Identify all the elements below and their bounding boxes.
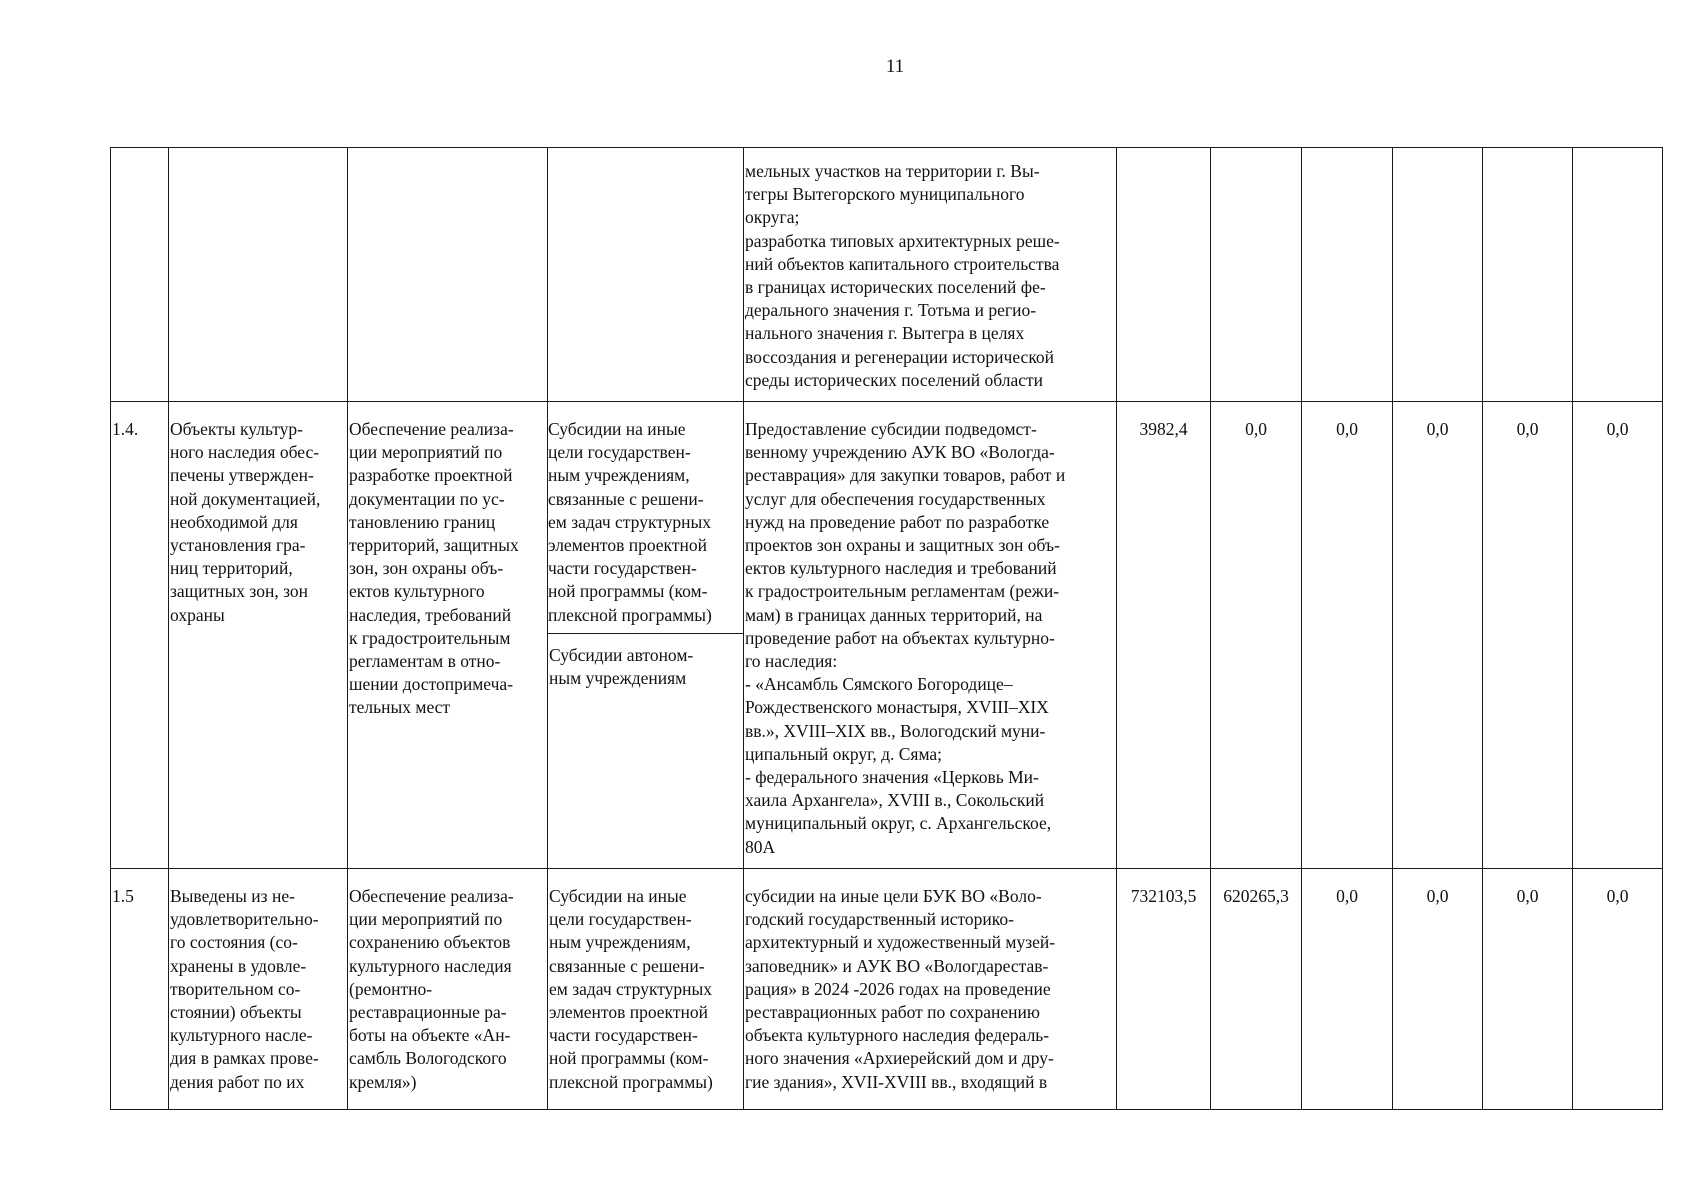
result-text xyxy=(170,885,347,1094)
text-line: субсидии на иные цели БУК ВО «Воло- xyxy=(745,886,1042,906)
cell-value-5 xyxy=(1483,148,1573,402)
text-line: защитных зон, зон xyxy=(170,581,309,602)
text-line: ной программы (ком- xyxy=(549,1048,709,1069)
text-line: регламентам в отно- xyxy=(349,651,501,672)
text-line: Обеспечение реализа- xyxy=(349,886,514,906)
cell-description xyxy=(744,402,1117,869)
text-line: культурного наследия xyxy=(349,955,512,976)
cell-value-6: 0,0 xyxy=(1573,402,1663,869)
text-line: дия в рамках прове- xyxy=(170,1048,319,1069)
text-line: элементов проектной xyxy=(549,1002,708,1023)
cell-value-2: 0,0 xyxy=(1211,402,1302,869)
text-line: ниц территорий, xyxy=(170,558,293,579)
text-line: печены утвержден- xyxy=(170,465,314,486)
text-line: ции мероприятий по xyxy=(349,442,503,463)
cell-result xyxy=(169,402,348,869)
program-table xyxy=(110,147,1663,1110)
text-line: ем задач структурных xyxy=(549,978,713,999)
text-line: территорий, защитных xyxy=(349,535,519,556)
text-line: дения работ по их xyxy=(170,1071,305,1092)
text-line: мам) в границах данных территорий, на xyxy=(745,604,1043,625)
measure-text xyxy=(349,885,547,1094)
text-line: связанные с решени- xyxy=(549,955,705,976)
text-line: годский государственный историко- xyxy=(745,909,1014,930)
cell-result xyxy=(169,148,348,402)
text-line: Субсидии автоном- xyxy=(549,644,694,665)
text-line: ного значения «Архиерейский дом и дру- xyxy=(745,1048,1054,1069)
text-line: венному учреждению АУК ВО «Вологда- xyxy=(745,442,1055,463)
text-line: хранены в удовле- xyxy=(170,955,307,976)
funding-subsidy-other xyxy=(548,418,744,634)
cell-result xyxy=(169,869,348,1110)
text-line: ектов культурного наследия и требований xyxy=(745,558,1057,579)
cell-funding xyxy=(548,869,744,1110)
result-text xyxy=(170,418,347,627)
text-line: - федерального значения «Церковь Ми- xyxy=(745,767,1039,788)
cell-measure xyxy=(348,402,548,869)
text-line: наследия, требований xyxy=(349,604,512,625)
text-line: необходимой для xyxy=(170,511,298,532)
cell-value-1 xyxy=(1117,148,1211,402)
cell-value-1: 732103,5 xyxy=(1117,869,1211,1110)
text-line: среды исторических поселений области xyxy=(745,369,1044,390)
text-line: Рождественского монастыря, XVIII–XIX xyxy=(745,697,1049,718)
cell-description xyxy=(744,869,1117,1110)
cell-index: 1.5 xyxy=(111,869,169,1110)
text-line: ектов культурного xyxy=(349,581,485,602)
text-line: тегры Вытегорского муниципального xyxy=(745,184,1025,205)
text-line: проектов зон охраны и защитных зон объ- xyxy=(745,535,1060,556)
text-line: ной программы (ком- xyxy=(548,581,708,602)
text-line: реставрационные ра- xyxy=(349,1002,507,1023)
text-line: тановлению границ xyxy=(349,511,496,532)
text-line: боты на объекте «Ан- xyxy=(349,1025,511,1046)
text-line: округа; xyxy=(745,207,800,228)
measure-text xyxy=(349,418,547,720)
cell-value-3: 0,0 xyxy=(1302,402,1393,869)
text-line: творительном со- xyxy=(170,978,301,999)
text-line: культурного насле- xyxy=(170,1025,313,1046)
table-row xyxy=(111,402,1663,869)
text-line: реставрационных работ по сохранению xyxy=(745,1002,1040,1023)
text-line: к градостроительным xyxy=(349,627,511,648)
text-line: мельных участков на территории г. Вы- xyxy=(745,161,1040,181)
text-line: ным учреждениям, xyxy=(548,465,690,486)
description-text xyxy=(745,885,1116,1094)
text-line: сохранению объектов xyxy=(349,932,511,953)
text-line: документации по ус- xyxy=(349,488,505,509)
cell-value-6: 0,0 xyxy=(1573,869,1663,1110)
text-line: связанные с решени- xyxy=(548,488,704,509)
table-row xyxy=(111,148,1663,402)
cell-funding xyxy=(548,148,744,402)
text-line: охраны xyxy=(170,604,225,625)
text-line: элементов проектной xyxy=(548,535,707,556)
cell-value-2 xyxy=(1211,148,1302,402)
text-line: ем задач структурных xyxy=(548,511,712,532)
cell-measure xyxy=(348,869,548,1110)
cell-value-4 xyxy=(1393,148,1483,402)
text-line: архитектурный и художественный музей- xyxy=(745,932,1056,953)
funding-subsidy-other xyxy=(549,885,743,1094)
cell-value-3: 0,0 xyxy=(1302,869,1393,1110)
text-line: го наследия: xyxy=(745,651,838,672)
text-line: в границах исторических поселений фе- xyxy=(745,277,1046,298)
text-line: Субсидии на иные xyxy=(548,419,686,439)
cell-value-4: 0,0 xyxy=(1393,869,1483,1110)
page-number: 11 xyxy=(885,56,905,77)
text-line: плексной программы) xyxy=(549,1071,713,1092)
text-line: - «Ансамбль Сямского Богородице– xyxy=(745,674,1013,695)
text-line: стоянии) объекты xyxy=(170,1002,302,1023)
cell-measure xyxy=(348,148,548,402)
cell-value-3 xyxy=(1302,148,1393,402)
text-line: ний объектов капитального строительства xyxy=(745,253,1060,274)
cell-value-2: 620265,3 xyxy=(1211,869,1302,1110)
text-line: воссоздания и регенерации исторической xyxy=(745,346,1055,367)
text-line: цели государствен- xyxy=(549,909,692,930)
text-line: гие здания», XVII-XVIII вв., входящий в xyxy=(745,1071,1048,1092)
description-text xyxy=(745,160,1116,392)
text-line: шении достопримеча- xyxy=(349,674,514,695)
text-line: проведение работ на объектах культурно- xyxy=(745,627,1055,648)
cell-description xyxy=(744,148,1117,402)
text-line: части государствен- xyxy=(548,558,697,579)
text-line: к градостроительным регламентам (режи- xyxy=(745,581,1060,602)
text-line: тельных мест xyxy=(349,697,451,718)
text-line: услуг для обеспечения государственных xyxy=(745,488,1046,509)
description-text xyxy=(745,418,1116,859)
text-line: (ремонтно- xyxy=(349,978,433,999)
text-line: ным учреждениям xyxy=(549,668,687,689)
text-line: зон, зон охраны объ- xyxy=(349,558,504,579)
cell-value-5: 0,0 xyxy=(1483,869,1573,1110)
text-line: разработке проектной xyxy=(349,465,513,486)
text-line: вв.», XVIII–XIX вв., Вологодский муни- xyxy=(745,720,1046,741)
funding-subsidy-autonomous xyxy=(548,634,743,690)
cell-funding xyxy=(548,402,744,869)
text-line: хаила Архангела», XVIII в., Сокольский xyxy=(745,790,1045,811)
text-line: нального значения г. Вытегра в целях xyxy=(745,323,1025,344)
text-line: Объекты культур- xyxy=(170,419,304,439)
text-line: Субсидии на иные xyxy=(549,886,687,906)
text-line: рация» в 2024 -2026 годах на проведение xyxy=(745,978,1051,999)
text-line: Обеспечение реализа- xyxy=(349,419,514,439)
text-line: заповедник» и АУК ВО «Вологдарестав- xyxy=(745,955,1049,976)
cell-value-6 xyxy=(1573,148,1663,402)
text-line: дерального значения г. Тотьма и регио- xyxy=(745,300,1037,321)
text-line: плексной программы) xyxy=(548,604,712,625)
text-line: установления гра- xyxy=(170,535,306,556)
cell-index xyxy=(111,148,169,402)
text-line: Предоставление субсидии подведомст- xyxy=(745,419,1037,439)
text-line: ной документацией, xyxy=(170,488,321,509)
text-line: ции мероприятий по xyxy=(349,909,503,930)
text-line: реставрация» для закупки товаров, работ и xyxy=(745,465,1066,486)
text-line: ципальный округ, д. Сяма; xyxy=(745,743,943,764)
text-line: части государствен- xyxy=(549,1025,698,1046)
table-row xyxy=(111,869,1663,1110)
text-line: кремля») xyxy=(349,1071,417,1092)
text-line: нужд на проведение работ по разработке xyxy=(745,511,1050,532)
text-line: Выведены из не- xyxy=(170,886,295,906)
cell-value-4: 0,0 xyxy=(1393,402,1483,869)
text-line: муниципальный округ, с. Архангельское, xyxy=(745,813,1052,834)
text-line: ного наследия обес- xyxy=(170,442,320,463)
text-line: 80А xyxy=(745,836,776,857)
text-line: разработка типовых архитектурных реше- xyxy=(745,230,1060,251)
cell-value-5: 0,0 xyxy=(1483,402,1573,869)
cell-index: 1.4. xyxy=(111,402,169,869)
text-line: го состояния (со- xyxy=(170,932,298,953)
text-line: ным учреждениям, xyxy=(549,932,691,953)
text-line: самбль Вологодского xyxy=(349,1048,507,1069)
text-line: удовлетворительно- xyxy=(170,909,319,930)
cell-value-1: 3982,4 xyxy=(1117,402,1211,869)
text-line: цели государствен- xyxy=(548,442,691,463)
text-line: объекта культурного наследия федераль- xyxy=(745,1025,1050,1046)
